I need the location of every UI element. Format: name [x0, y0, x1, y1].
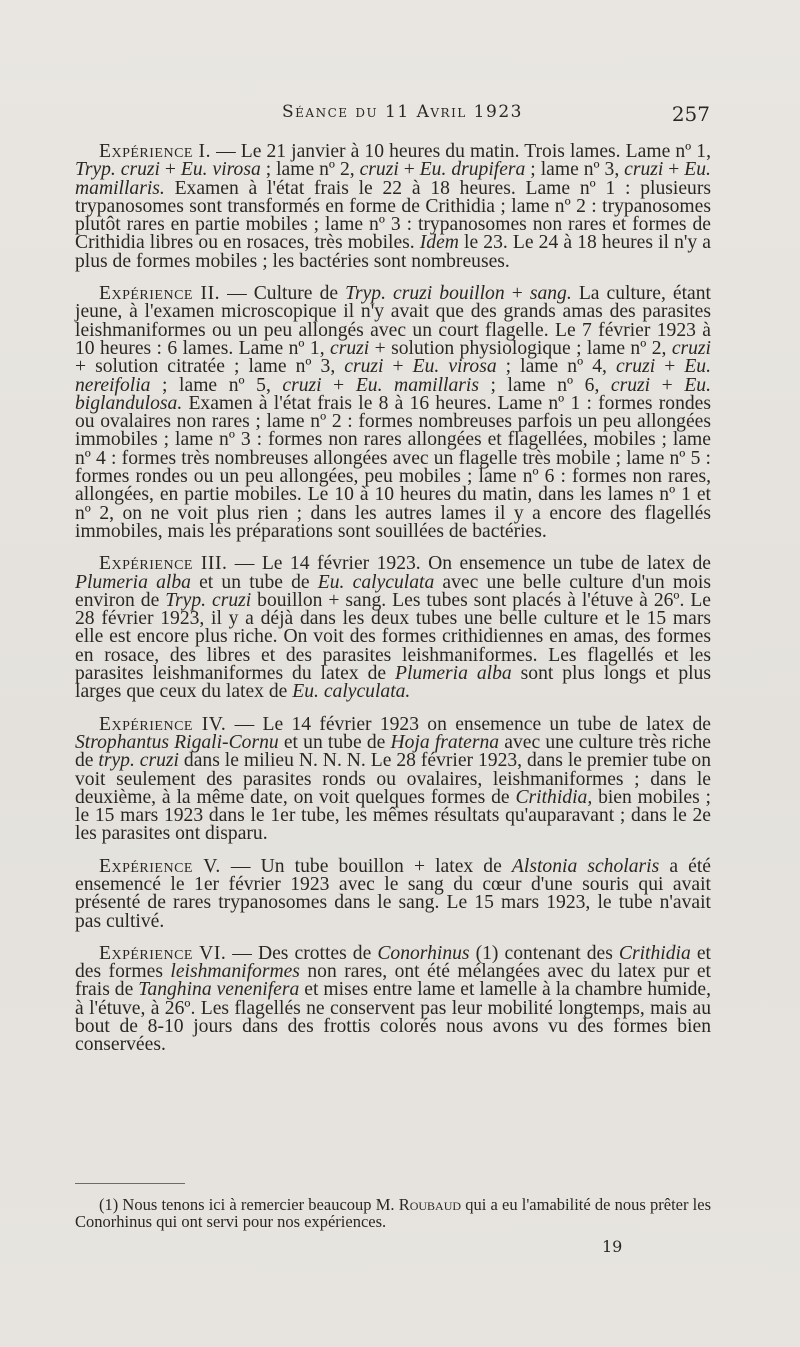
- paragraph-text: ; lame nº 2,: [260, 159, 360, 181]
- species-name: Eu. calyculata: [317, 571, 435, 593]
- footnote-marker: (1): [99, 1195, 119, 1214]
- species-name: Tryp. cruzi bouillon: [345, 283, 505, 305]
- paragraph-text: +: [663, 159, 685, 181]
- paragraph-text: +: [383, 356, 413, 378]
- paragraph-experience-4: [75, 713, 711, 845]
- species-name: cruzi: [610, 374, 651, 396]
- experience-heading: Expérience IV.: [99, 713, 227, 735]
- paragraph-text: et un tube de: [190, 571, 318, 593]
- paragraph-text: La culture, étant jeune, à l'examen microscopique il n'y avait que des grands amas des parasites leishmaniformes ou un peu allongés avec un court flagelle. Le 7 février 1923 à 10 heures : 6 lames. Lame nº 1,: [75, 283, 711, 359]
- paragraph-text: +: [159, 159, 181, 181]
- running-head: Séance du 11 Avril 1923: [282, 102, 523, 122]
- paragraph-text: + solution physiologique ; lame nº 2,: [369, 337, 672, 359]
- footnote-text-before: Nous tenons ici à remercier beaucoup M.: [118, 1195, 399, 1214]
- species-name: Eu. virosa: [412, 356, 497, 378]
- species-name: cruzi: [330, 337, 370, 359]
- species-name: cruzi: [344, 356, 384, 378]
- paragraph-text: +: [655, 356, 685, 378]
- species-name: Eu. mamillaris: [355, 374, 479, 396]
- species-name: Crithidia,: [515, 786, 593, 808]
- species-name: Plumeria alba: [75, 571, 191, 593]
- species-name: Hoja fraterna: [390, 731, 500, 753]
- experience-heading: Expérience VI.: [99, 942, 227, 964]
- paragraph-text: le 23. Le 24 à 18 heures il n'y a plus de formes mobiles ; les bactéries sont nombreuses.: [75, 232, 711, 272]
- paragraph-text: ; lame nº 4,: [496, 356, 616, 378]
- species-name: Eu. biglandulosa.: [75, 374, 711, 414]
- paragraph-experience-5: [75, 855, 711, 932]
- footnote-text-after: qui a eu l'amabilité de nous prêter les Conorhinus qui ont servi pour nos expériences.: [75, 1195, 711, 1231]
- paragraph-text: Examen à l'état frais le 22 à 18 heures. Lame nº 1 : plusieurs trypanosomes sont transformés en forme de Crithidia ; lame nº 2 : trypanosomes plutôt rares en partie mobiles ; lame nº 3 : trypanosomes non rares et formes de Crithidia libres ou en rosaces, très mobiles.: [75, 177, 711, 254]
- species-name: Eu. virosa: [180, 159, 261, 181]
- paragraph-text: bouillon + sang. Les tubes sont placés à l'étuve à 26º. Le 28 février 1923, il y a déjà dans les deux tubes une belle culture et le 15 mars elle est encore plus riche. On voit des formes crithidiennes en amas, des formes en rosace, des libres et des parasites leishmaniformes. Les flagellés et les parasites leishmaniformes du latex de: [75, 589, 711, 685]
- species-name: Tryp. cruzi: [75, 159, 160, 181]
- species-name: Eu. drupifera: [419, 159, 526, 181]
- experience-heading: Expérience II.: [99, 283, 220, 305]
- body-text: [75, 143, 711, 1055]
- species-name: Conorhinus: [377, 942, 470, 964]
- page-number: 257: [671, 102, 710, 126]
- experience-heading: Expérience I.: [99, 141, 211, 162]
- paragraph-text: bien mobiles ; le 15 mars 1923 dans le 1er tube, les mêmes résultats qu'auparavant ; dans le 2e les parasites ont disparu.: [75, 786, 711, 845]
- experience-heading: Expérience V.: [99, 855, 221, 877]
- paragraph-text: — Le 21 janvier à 10 heures du matin. Trois lames. Lame nº 1,: [210, 141, 711, 162]
- paragraph-text: — Le 14 février 1923 on ensemence un tube de latex de: [226, 713, 711, 735]
- paragraph-text: ; lame nº 5,: [150, 374, 283, 396]
- species-name: Plumeria alba: [395, 663, 512, 685]
- species-name: Crithidia: [618, 942, 691, 964]
- species-name: cruzi: [359, 159, 399, 181]
- paragraph-text: avec une culture très riche de: [75, 731, 711, 772]
- experience-heading: Expérience III.: [99, 553, 228, 575]
- paragraph-text: +: [504, 283, 530, 305]
- paragraph-text: (1) contenant des: [469, 942, 619, 964]
- footnote-rule: [75, 1183, 185, 1184]
- species-name: Eu. mamillaris.: [75, 159, 711, 199]
- page-header: [0, 102, 800, 126]
- species-name: Eu. nereifolia: [75, 356, 711, 396]
- paragraph-experience-6: [75, 942, 711, 1056]
- species-name: Eu. calyculata.: [292, 681, 411, 703]
- species-name: cruzi: [624, 159, 664, 181]
- species-name: cruzi: [671, 337, 711, 359]
- paragraph-text: et un tube de: [278, 731, 391, 753]
- signature-mark: 19: [602, 1237, 623, 1256]
- species-name: Alstonia scholaris: [511, 855, 660, 877]
- paragraph-experience-3: [75, 555, 711, 701]
- paragraph-text: — Des crottes de: [226, 942, 378, 964]
- species-name: tryp. cruzi: [98, 750, 179, 772]
- paragraph-text: +: [398, 159, 420, 181]
- footnote-author: Roubaud: [398, 1195, 462, 1214]
- paragraph-text: ; lame nº 6,: [478, 374, 611, 396]
- species-name: leishmaniformes: [170, 961, 300, 983]
- paragraph-text: Examen à l'état frais le 8 à 16 heures. Lame nº 1 : formes rondes ou ovalaires non rares ; lame nº 2 : formes nombreuses parfois un peu allongées immobiles ; lame nº 3 : formes non rares allongées et flagellées, mobiles ; lame nº 4 : formes très nombreuses allongées avec un flagelle très mobile ; lame nº 5 : formes rondes ou un peu allongées, peu mobiles ; lame nº 6 : formes non rares, allongées, en partie mobiles. Le 10 à 10 heures du matin, dans les lames nº 1 et nº 2, on ne voit plus rien ; dans les autres lames il y a encore des flagellés immobiles, mais les préparations sont souillées de bactéries.: [75, 392, 711, 542]
- paragraph-text: dans le milieu N. N. N. Le 28 février 1923, dans le premier tube on voit seulement des parasites ronds ou ovalaires, leishmaniformes ; dans le deuxième, à la même date, on voit quelques formes de: [75, 750, 711, 808]
- paragraph-text: avec une belle culture d'un mois environ de: [75, 571, 711, 611]
- paragraph-text: +: [650, 374, 685, 396]
- paragraph-text: et des formes: [75, 942, 711, 983]
- paragraph-text: +: [321, 374, 356, 396]
- species-name: Tanghina venenifera: [138, 979, 300, 1001]
- paragraph-experience-1: [75, 143, 711, 271]
- paragraph-text: + solution citratée ; lame nº 3,: [75, 356, 345, 378]
- species-name: Idem: [419, 232, 459, 254]
- species-name: cruzi: [615, 356, 656, 378]
- paragraph-text: non rares, ont été mélangées avec du latex pur et frais de: [75, 961, 711, 1001]
- paragraph-text: — Le 14 février 1923. On ensemence un tube de latex de: [227, 553, 711, 575]
- paragraph-text: et mises entre lame et lamelle à la chambre humide, à l'étuve, à 26º. Les flagellés ne conservent pas leur mobilité longtemps, mais au bout de 8-10 jours dans des frottis colorés nous avons vu des formes bien conservées.: [75, 979, 711, 1056]
- species-name: Tryp. cruzi: [165, 589, 252, 611]
- species-name: cruzi: [282, 374, 322, 396]
- paragraph-text: sont plus longs et plus larges que ceux du latex de: [75, 663, 711, 703]
- paragraph-text: ; lame nº 3,: [525, 159, 625, 181]
- paragraph-experience-2: [75, 285, 711, 541]
- species-name: sang.: [529, 283, 572, 305]
- footnote: [75, 1196, 711, 1230]
- paragraph-text: a été ensemencé le 1er février 1923 avec le sang du cœur d'une souris qui avait présenté de rares trypanosomes dans le sang. Le 15 mars 1923, le tube n'avait pas cultivé.: [75, 855, 711, 932]
- species-name: Strophantus Rigali-Cornu: [75, 731, 279, 753]
- paragraph-text: — Un tube bouillon + latex de: [220, 855, 512, 877]
- paragraph-text: — Culture de: [220, 283, 346, 305]
